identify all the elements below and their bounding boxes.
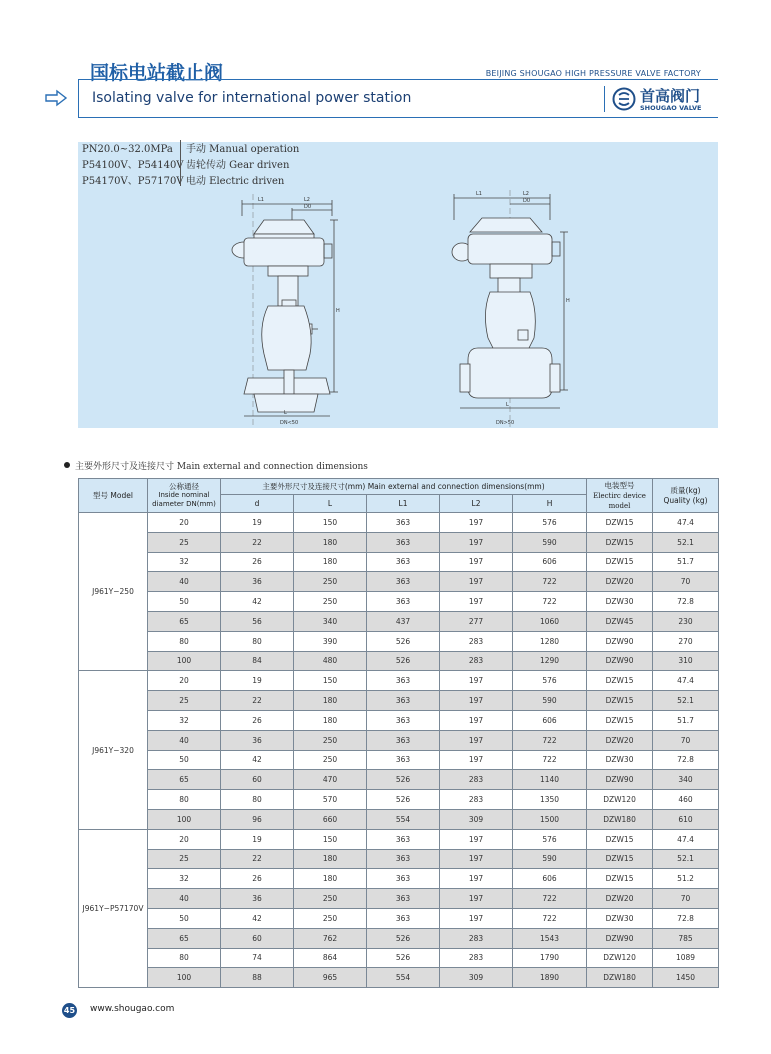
table-cell: 150: [294, 671, 367, 691]
table-cell: 197: [440, 592, 513, 612]
table-cell: 363: [367, 532, 440, 552]
table-cell: 150: [294, 829, 367, 849]
table-cell: 310: [653, 651, 719, 671]
table-cell: 197: [440, 849, 513, 869]
table-cell: 51.7: [653, 552, 719, 572]
table-cell: DZW30: [587, 592, 653, 612]
table-cell: 363: [367, 730, 440, 750]
table-cell: 606: [513, 710, 587, 730]
table-cell: 460: [653, 790, 719, 810]
table-cell: 722: [513, 750, 587, 770]
table-cell: 526: [367, 928, 440, 948]
table-cell: 610: [653, 809, 719, 829]
table-row: [79, 552, 719, 572]
operation-item: 齿轮传动 Gear driven: [186, 160, 290, 171]
page-subtitle: Isolating valve for international power station: [92, 90, 412, 106]
table-cell: 36: [221, 889, 294, 909]
table-cell: 1280: [513, 631, 587, 651]
table-cell: 80: [221, 631, 294, 651]
table-cell: 36: [221, 572, 294, 592]
table-cell: 1890: [513, 968, 587, 988]
table-cell: 180: [294, 849, 367, 869]
table-cell: 100: [148, 651, 221, 671]
table-cell: 1060: [513, 611, 587, 631]
table-row: [79, 611, 719, 631]
header-model: 型号 Model: [79, 479, 148, 513]
table-cell: 32: [148, 869, 221, 889]
table-cell: 70: [653, 572, 719, 592]
table-cell: DZW15: [587, 829, 653, 849]
table-cell: 363: [367, 671, 440, 691]
table-cell: 60: [221, 770, 294, 790]
dim-label-l1-right: L1: [476, 191, 482, 197]
table-cell: 554: [367, 968, 440, 988]
table-row: [79, 869, 719, 889]
table-cell: 22: [221, 532, 294, 552]
table-cell: 1500: [513, 809, 587, 829]
table-cell: 283: [440, 631, 513, 651]
table-cell: 25: [148, 532, 221, 552]
table-cell: 197: [440, 730, 513, 750]
logo-mark-icon: [612, 87, 636, 111]
table-cell: 50: [148, 908, 221, 928]
table-cell: 283: [440, 790, 513, 810]
table-cell: 20: [148, 513, 221, 533]
table-cell: 363: [367, 908, 440, 928]
table-row: [79, 948, 719, 968]
table-row: [79, 691, 719, 711]
table-cell: DZW15: [587, 849, 653, 869]
table-cell: DZW90: [587, 631, 653, 651]
table-row: [79, 968, 719, 988]
table-cell: DZW90: [587, 928, 653, 948]
table-cell: 52.1: [653, 691, 719, 711]
table-cell: DZW15: [587, 513, 653, 533]
table-row: [79, 572, 719, 592]
table-cell: 42: [221, 908, 294, 928]
table-cell: 51.2: [653, 869, 719, 889]
table-cell: 197: [440, 829, 513, 849]
header-dn-en: Inside nominal diameter DN(mm): [152, 491, 216, 508]
table-cell: 42: [221, 592, 294, 612]
model-cell: J961Y−250: [79, 513, 148, 671]
table-cell: 74: [221, 948, 294, 968]
dim-label-l-right: L: [506, 402, 509, 408]
table-cell: 1089: [653, 948, 719, 968]
logo-divider: [604, 86, 605, 112]
table-cell: 65: [148, 770, 221, 790]
table-cell: 1790: [513, 948, 587, 968]
table-cell: 864: [294, 948, 367, 968]
header-l1: L1: [367, 495, 440, 513]
table-row: [79, 513, 719, 533]
table-row: [79, 770, 719, 790]
table-cell: 1290: [513, 651, 587, 671]
table-cell: 50: [148, 592, 221, 612]
table-cell: 722: [513, 889, 587, 909]
table-cell: 660: [294, 809, 367, 829]
table-cell: 470: [294, 770, 367, 790]
table-cell: 363: [367, 829, 440, 849]
table-row: [79, 532, 719, 552]
table-cell: 390: [294, 631, 367, 651]
table-cell: 363: [367, 552, 440, 572]
table-row: [79, 750, 719, 770]
table-cell: 363: [367, 710, 440, 730]
table-cell: 180: [294, 532, 367, 552]
footer-url: www.shougao.com: [90, 1004, 175, 1014]
table-cell: 40: [148, 730, 221, 750]
table-cell: DZW45: [587, 611, 653, 631]
table-cell: 1450: [653, 968, 719, 988]
table-cell: DZW180: [587, 968, 653, 988]
dim-label-d0-left: D0: [304, 204, 312, 210]
table-row: [79, 592, 719, 612]
table-cell: 590: [513, 691, 587, 711]
table-cell: DZW15: [587, 869, 653, 889]
table-cell: 19: [221, 671, 294, 691]
table-row: [79, 809, 719, 829]
page-number: 45: [62, 1003, 77, 1018]
table-cell: 19: [221, 513, 294, 533]
table-row: [79, 710, 719, 730]
table-cell: DZW120: [587, 948, 653, 968]
dim-label-l2-left: L2: [304, 197, 310, 203]
table-cell: 20: [148, 829, 221, 849]
dim-label-d0-right: D0: [523, 198, 531, 204]
table-cell: 84: [221, 651, 294, 671]
table-row: [79, 631, 719, 651]
table-cell: 197: [440, 889, 513, 909]
table-cell: 51.7: [653, 710, 719, 730]
table-cell: 197: [440, 552, 513, 572]
table-cell: 606: [513, 552, 587, 572]
header-device: [587, 479, 653, 513]
right-drawing-caption: DN>50: [496, 420, 515, 426]
header-d: d: [221, 495, 294, 513]
table-cell: 70: [653, 889, 719, 909]
table-cell: 180: [294, 710, 367, 730]
table-cell: 70: [653, 730, 719, 750]
table-row: [79, 790, 719, 810]
table-cell: 363: [367, 691, 440, 711]
header-quality-en: Quality (kg): [663, 495, 708, 505]
table-cell: 36: [221, 730, 294, 750]
table-cell: 96: [221, 809, 294, 829]
table-cell: 437: [367, 611, 440, 631]
table-cell: 576: [513, 829, 587, 849]
table-cell: 197: [440, 710, 513, 730]
table-cell: 197: [440, 908, 513, 928]
company-logo: [604, 84, 720, 116]
dim-label-l2-right: L2: [523, 191, 529, 197]
table-cell: 42: [221, 750, 294, 770]
table-cell: 56: [221, 611, 294, 631]
table-cell: 180: [294, 552, 367, 572]
table-cell: 590: [513, 532, 587, 552]
table-cell: 47.4: [653, 671, 719, 691]
table-cell: 1350: [513, 790, 587, 810]
table-cell: DZW180: [587, 809, 653, 829]
table-cell: 20: [148, 671, 221, 691]
table-row: [79, 928, 719, 948]
table-cell: 80: [148, 790, 221, 810]
table-row: [79, 730, 719, 750]
table-cell: 363: [367, 513, 440, 533]
table-cell: 250: [294, 592, 367, 612]
table-cell: 526: [367, 770, 440, 790]
spec-line: PN20.0~32.0MPa: [82, 144, 173, 155]
spec-line: P54100V、P54140V: [82, 160, 184, 171]
table-cell: DZW20: [587, 730, 653, 750]
table-cell: DZW15: [587, 552, 653, 572]
table-row: [79, 671, 719, 691]
table-cell: 722: [513, 908, 587, 928]
table-cell: DZW20: [587, 572, 653, 592]
table-cell: 22: [221, 849, 294, 869]
table-cell: 197: [440, 691, 513, 711]
table-cell: 26: [221, 869, 294, 889]
table-cell: 526: [367, 948, 440, 968]
table-cell: 250: [294, 572, 367, 592]
table-row: [79, 651, 719, 671]
table-cell: 26: [221, 710, 294, 730]
header-dn: [148, 479, 221, 513]
table-cell: 100: [148, 809, 221, 829]
table-cell: 363: [367, 592, 440, 612]
table-cell: 526: [367, 651, 440, 671]
model-cell: J961Y−P57170V: [79, 829, 148, 987]
table-cell: 197: [440, 532, 513, 552]
table-cell: 363: [367, 869, 440, 889]
table-cell: 340: [294, 611, 367, 631]
table-cell: 80: [148, 948, 221, 968]
table-cell: 785: [653, 928, 719, 948]
spec-line: P54170V、P57170V: [82, 176, 184, 187]
table-cell: 283: [440, 948, 513, 968]
table-cell: 47.4: [653, 829, 719, 849]
logo-text-en: SHOUGAO VALVE: [640, 104, 702, 112]
section-heading: [64, 459, 368, 472]
operation-modes: [186, 142, 299, 190]
table-cell: 65: [148, 928, 221, 948]
table-cell: 363: [367, 750, 440, 770]
section-heading-text: 主要外形尺寸及连接尺寸 Main external and connection dimensions: [75, 462, 368, 472]
table-cell: 40: [148, 572, 221, 592]
header-dimensions: 主要外形尺寸及连接尺寸(mm) Main external and connection dimensions(mm): [221, 479, 587, 495]
table-cell: 722: [513, 730, 587, 750]
table-cell: DZW30: [587, 750, 653, 770]
table-cell: 340: [653, 770, 719, 790]
table-cell: DZW15: [587, 532, 653, 552]
table-cell: 47.4: [653, 513, 719, 533]
table-cell: 50: [148, 750, 221, 770]
pressure-specs: [82, 142, 184, 190]
table-cell: 250: [294, 889, 367, 909]
table-cell: 80: [221, 790, 294, 810]
table-cell: 80: [148, 631, 221, 651]
table-cell: 197: [440, 513, 513, 533]
table-row: [79, 849, 719, 869]
table-cell: 197: [440, 869, 513, 889]
header-rule-bottom: [78, 117, 718, 118]
table-cell: DZW90: [587, 651, 653, 671]
table-cell: 197: [440, 572, 513, 592]
header-device-en: Electirc device model: [593, 491, 646, 510]
header-l: L: [294, 495, 367, 513]
table-cell: 180: [294, 691, 367, 711]
table-cell: DZW15: [587, 671, 653, 691]
table-cell: 250: [294, 730, 367, 750]
table-cell: 965: [294, 968, 367, 988]
bullet-icon: [64, 462, 70, 468]
operation-item: 手动 Manual operation: [186, 144, 300, 155]
table-cell: 363: [367, 849, 440, 869]
table-cell: 250: [294, 750, 367, 770]
table-cell: 576: [513, 671, 587, 691]
table-cell: 180: [294, 869, 367, 889]
table-body: [79, 513, 719, 988]
table-cell: 283: [440, 770, 513, 790]
table-cell: 526: [367, 790, 440, 810]
table-cell: 72.8: [653, 592, 719, 612]
table-cell: 230: [653, 611, 719, 631]
table-cell: 25: [148, 849, 221, 869]
table-row: [79, 908, 719, 928]
factory-name: BEIJING SHOUGAO HIGH PRESSURE VALVE FACTORY: [485, 69, 701, 78]
table-cell: 52.1: [653, 849, 719, 869]
table-cell: 25: [148, 691, 221, 711]
table-cell: 722: [513, 572, 587, 592]
table-cell: 590: [513, 849, 587, 869]
table-cell: 40: [148, 889, 221, 909]
dimensions-table: [78, 478, 719, 988]
dim-label-h-right: H: [566, 298, 570, 304]
spec-divider: [180, 140, 181, 186]
table-cell: 480: [294, 651, 367, 671]
table-cell: 197: [440, 671, 513, 691]
table-cell: 606: [513, 869, 587, 889]
table-cell: 19: [221, 829, 294, 849]
table-cell: 52.1: [653, 532, 719, 552]
table-cell: 65: [148, 611, 221, 631]
table-row: [79, 829, 719, 849]
table-cell: 277: [440, 611, 513, 631]
table-cell: 1543: [513, 928, 587, 948]
header-rule-left: [78, 79, 79, 117]
table-cell: 309: [440, 809, 513, 829]
table-cell: 32: [148, 710, 221, 730]
header-l2: L2: [440, 495, 513, 513]
table-cell: 363: [367, 889, 440, 909]
table-row: [79, 889, 719, 909]
table-cell: 722: [513, 592, 587, 612]
table-cell: 576: [513, 513, 587, 533]
table-cell: 526: [367, 631, 440, 651]
header-quality: [653, 479, 719, 513]
table-cell: 270: [653, 631, 719, 651]
model-cell: J961Y−320: [79, 671, 148, 829]
header-device-zh: 电装型号: [604, 480, 635, 490]
header-rule-top: [78, 79, 718, 80]
header-quality-zh: 质量(kg): [670, 485, 701, 495]
table-cell: 1140: [513, 770, 587, 790]
logo-text-zh: 首高阀门: [640, 87, 701, 105]
operation-item: 电动 Electric driven: [186, 176, 285, 187]
table-cell: 283: [440, 928, 513, 948]
table-cell: 26: [221, 552, 294, 572]
table-cell: 570: [294, 790, 367, 810]
table-cell: 22: [221, 691, 294, 711]
dim-label-l1-left: L1: [258, 197, 264, 203]
table-cell: 363: [367, 572, 440, 592]
table-cell: 88: [221, 968, 294, 988]
table-cell: 100: [148, 968, 221, 988]
table-cell: DZW15: [587, 691, 653, 711]
page-title: 国标电站截止阀: [90, 62, 224, 84]
table-cell: 283: [440, 651, 513, 671]
table-cell: 554: [367, 809, 440, 829]
table-cell: DZW90: [587, 770, 653, 790]
table-cell: 60: [221, 928, 294, 948]
table-cell: DZW30: [587, 908, 653, 928]
header-dn-zh: 公称通径: [169, 482, 199, 491]
arrow-icon: [44, 88, 68, 112]
table-cell: DZW120: [587, 790, 653, 810]
table-cell: DZW20: [587, 889, 653, 909]
left-drawing-caption: DN<50: [280, 420, 299, 426]
table-cell: 150: [294, 513, 367, 533]
table-cell: 197: [440, 750, 513, 770]
dim-label-l-left: L: [284, 410, 287, 416]
table-cell: DZW15: [587, 710, 653, 730]
table-cell: 72.8: [653, 908, 719, 928]
table-cell: 32: [148, 552, 221, 572]
header-h: H: [513, 495, 587, 513]
table-cell: 250: [294, 908, 367, 928]
table-cell: 762: [294, 928, 367, 948]
dim-label-h-left: H: [336, 308, 340, 314]
table-cell: 309: [440, 968, 513, 988]
table-cell: 72.8: [653, 750, 719, 770]
